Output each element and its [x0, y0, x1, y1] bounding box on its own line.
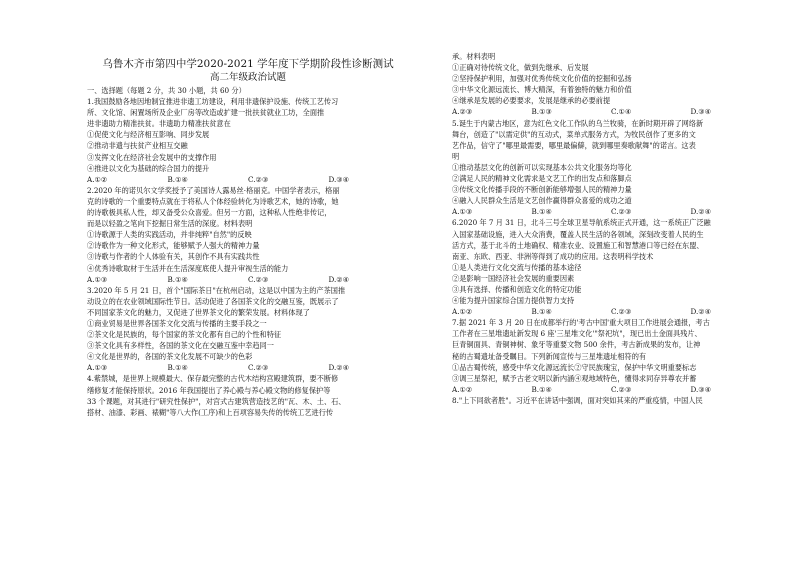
option-line: ①推动基层文化的创新可以实现基本公共文化服务均等化 [452, 162, 632, 172]
option-line: ①是人类进行文化交流与传播的基本途径 [452, 262, 582, 272]
question-line: 4.紫禁城，是世界上规模最大、保存最完整的古代木结构宫殿建筑群，要不断修 [87, 374, 339, 384]
question-line: 动设立的在农业领域国际性节日。活动促进了各国茶文化的交融互鉴，既展示了 [87, 296, 339, 306]
question-line: 秘的古蜀遗址备受瞩目。下列新闻宣传与三星堆遗址相符的有 [452, 351, 647, 361]
choice-c: C.②③ [248, 174, 269, 184]
choice-c: C.②③ [611, 307, 632, 317]
question-line: 进非遗助力精准扶贫。非遗助力精准扶贫意在 [87, 119, 231, 129]
question-line: 艺作品，信守了"哪里最需要，哪里最偏僻，就到哪里奏歌献舞"的诺言。这表 [452, 140, 696, 150]
choice-b: B.①④ [167, 363, 188, 373]
answer-choices [452, 106, 770, 117]
choice-d: D.②④ [328, 363, 350, 373]
question-line: 克的诗歌的一个重要特点就在于将私人个体经验转化为诗歌艺术，她的诗歌，她 [87, 196, 339, 206]
choice-d: D.③④ [690, 107, 712, 117]
option-line: ④文化是世界的，各国的茶文化发展不可缺少的色彩 [87, 352, 253, 362]
option-line: ④能为提升国家综合国力提供智力支持 [452, 296, 575, 306]
question-line: 3.2020 年 5 月 21 日，首个"国际茶日"在杭州启动，这是以中国为主的产茶国推 [87, 285, 346, 295]
question-line: 不同国家茶文化的魅力，又促进了世界茶文化的繁荣发展。材料体现了 [87, 307, 310, 317]
question-line: 6.2020 年 7 月 31 日，北斗三号全球卫星导航系统正式开通，这一系统正广泛融 [452, 218, 711, 228]
option-line: ③中华文化源远流长、博大精深，有着独特的魅力和价值 [452, 85, 632, 95]
choice-b: B.①④ [167, 174, 188, 184]
option-line: ③传统文化传播手段的不断创新能够增强人民的精神力量 [452, 185, 632, 195]
question-line: 缮修复才能保持原状。2016 年我国提出了养心殿与养心殿文物的修复保护等 [87, 385, 331, 395]
choice-d: D.②④ [328, 274, 350, 284]
answer-choices [87, 362, 409, 373]
option-line: ②推动非遗与扶贫产业相互交融 [87, 141, 188, 151]
answer-choices [87, 274, 409, 285]
option-line: ①商业贸易是世界各国茶文化交流与传播的主要手段之一 [87, 318, 267, 328]
choice-b: B.①④ [531, 207, 552, 217]
question-line: 南亚、东欧、西亚、非洲等得到了成功的应用。这表明科学技术 [452, 251, 654, 261]
question-line: 8."上下同欲者胜"。习近平在讲话中强调，面对突如其来的严重疫情，中国人民 [452, 395, 703, 405]
question-line: 承。材料表明 [452, 52, 496, 61]
answer-choices [452, 384, 770, 395]
choice-d: D.②④ [690, 207, 712, 217]
question-line: 搭材、油漆、彩画、裱糊"等八大作(工序)和上百项容易失传的传统工艺进行传 [87, 407, 334, 417]
choice-d: D.③④ [690, 384, 712, 394]
choice-d: D.③④ [328, 174, 350, 184]
question-line: 工作者在三星堆遗址新发现 6 座'三星堆文化'"祭祀坑"，现已出土金面具残片、 [452, 329, 702, 339]
choice-c: C.①④ [611, 107, 632, 117]
option-line: ①促使文化与经济相互影响、同步发展 [87, 130, 210, 140]
right-column [452, 51, 770, 406]
answer-choices [452, 306, 770, 317]
option-line: ①品古蜀传统，感受中华文化源远流长②守民族瑰宝，保护中华文明重要标志 [452, 362, 697, 372]
question-line: 的诗歌极具私人性，却又备受公众喜爱。但另一方面，这种私人性绝非传记， [87, 208, 332, 218]
choice-c: C.②③ [248, 274, 269, 284]
option-line: ③调三星祭祀，赋予古老文明以新内涵④观地域特色，懂得求同存异尊农并蓄 [452, 373, 697, 383]
option-line: ②是影响一国经济社会发展的重要因素 [452, 273, 575, 283]
choice-d: D.②④ [690, 307, 712, 317]
option-line: ①诗歌源于人类的实践活动，并非纯粹"自然"的反映 [87, 230, 252, 240]
option-line: ②坚持保护利用，加强对优秀传统文化价值的挖掘和弘扬 [452, 74, 632, 84]
choice-a: A.①② [452, 307, 473, 317]
option-line: ①正确对待传统文化，做到先继承、后发展 [452, 63, 589, 73]
option-line: ④推进以文化为基础的综合国力的提升 [87, 163, 210, 173]
question-line: 明 [452, 151, 460, 161]
question-line: 巨青铜面具、青铜神树、象牙等重要文物 500 余件，考古新成果的发布，让神 [452, 340, 701, 350]
choice-a: A.①③ [87, 274, 108, 284]
choice-c: C.②③ [611, 207, 632, 217]
choice-a: A.①③ [87, 363, 108, 373]
choice-a: A.①② [452, 384, 473, 394]
option-line: ②满足人民的精神文化需求是文艺工作的出发点和落脚点 [452, 174, 632, 184]
question-line: 33 个课题，对其进行"研究性保护"，对宫式古建筑营造技艺的"瓦、木、土、石、 [87, 396, 346, 406]
answer-choices [452, 206, 770, 217]
question-line: 7.据 2021 年 3 月 20 日在成都举行的'考古中国'重大项目工作进展会通报，考古 [452, 318, 710, 328]
choice-c: C.②③ [611, 384, 632, 394]
option-line: ③具有选择、传播和创造文化的特定功能 [452, 284, 582, 294]
choice-a: A.②③ [452, 107, 473, 117]
choice-b: B.①④ [531, 307, 552, 317]
option-line: ④优秀诗歌取材于生活并在生活深度底使人提升审视生活的能力 [87, 263, 289, 273]
question-line: 2.2020 年的诺贝尔文学奖授予了美国诗人露易丝·格丽克。中国学者表示，格丽 [87, 185, 340, 195]
choice-b: B.①③ [531, 107, 552, 117]
option-line: ③发挥文化在经济社会发展中的支撑作用 [87, 152, 217, 162]
left-column [87, 57, 409, 418]
option-line: ④融入人民群众生活是文艺创作赢得群众喜爱的成功之道 [452, 196, 632, 206]
exam-subtitle: 高二年级政治试题 [209, 72, 286, 83]
option-line: ③茶文化具有多样性，各国的茶文化在交融互鉴中幸趋同一 [87, 341, 274, 351]
section-heading: 一、选择题（每题 2 分，共 30 小题，共 60 分） [87, 86, 246, 95]
option-line: ②茶文化是民族的，每个国家的茶文化都有自己的个性和特征 [87, 330, 282, 340]
choice-b: B.①④ [167, 274, 188, 284]
exam-title: 乌鲁木齐市第四中学2020-2021 学年度下学期阶段性诊断测试 [102, 58, 394, 70]
option-line: ④继承是发展的必要要求，发展是继承的必要前提 [452, 96, 611, 106]
choice-b: B.①④ [531, 384, 552, 394]
choice-c: C.②③ [248, 363, 269, 373]
question-line: 所、文化馆、闲置场所及企业厂房等改造或扩建一批扶贫就业工坊，全面推 [87, 108, 325, 118]
option-line: ②诗歌作为一种文化形式，能够赋予人强大的精神力量 [87, 241, 260, 251]
question-line: 5.诞生于内蒙古地区，意为红色文化工作队的乌兰牧骑，在新时期开辟了网络新 [452, 118, 704, 128]
answer-choices [87, 174, 409, 185]
choice-a: A.①② [87, 174, 108, 184]
option-line: ③诗歌与作者的个人体验有关，其创作不具有实践共性 [87, 252, 260, 262]
choice-a: A.①③ [452, 207, 473, 217]
question-line: 而是以轻盈之笔向下挖掘日常生活的深度。材料表明 [87, 219, 253, 229]
question-line: 活方式，基于北斗的土地确权、精准农业、设置施工和智慧港口等已经在东盟、 [452, 240, 704, 250]
question-line: 舞台，创造了"以需定供"的互动式，菜单式服务方式，为牧民创作了更多的文 [452, 129, 696, 139]
question-line: 入国家基础设施，进入大众消费，覆盖人民生活的各领域，深刻改变着人民的生 [452, 229, 704, 239]
question-line: 1.我国鼓励各地因地制宜推进非遗工坊建设，利用非遗保护设施、传统工艺传习 [87, 97, 339, 107]
